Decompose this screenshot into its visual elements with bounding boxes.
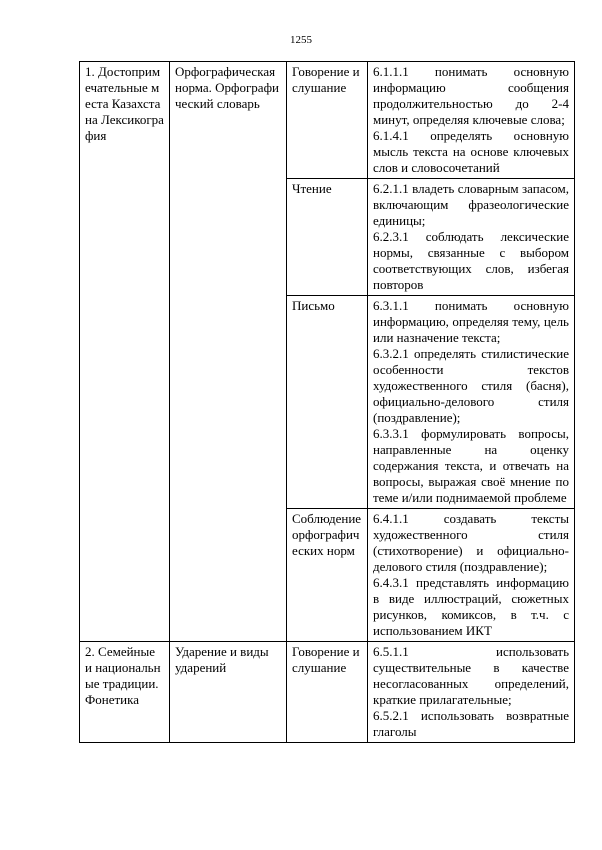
topic-cell: Орфографическая норма. Орфографический словарь (170, 62, 287, 642)
section-title-cell: 1. Достопримечательные места Казахстана Лексикография (80, 62, 170, 642)
skill-cell: Говорение и слушание (287, 62, 368, 179)
objectives-cell (368, 179, 575, 296)
objective-item: 6.1.1.1 понимать основную информацию сообщения продолжительностью до 2-4 минут, определяя ключевые слова; (373, 64, 569, 127)
page-number: 1255 (290, 34, 312, 46)
objective-item: 6.5.1.1 использовать существительные в качестве несогласованных определений, краткие прилагательные; (373, 644, 569, 707)
objectives-cell (368, 642, 575, 743)
objective-item: 6.3.1.1 понимать основную информацию, определяя тему, цель или назначение текста; (373, 298, 569, 345)
table-row (80, 642, 575, 743)
objective-item: 6.5.2.1 использовать возвратные глаголы (373, 708, 569, 739)
objectives-cell (368, 509, 575, 642)
objectives-cell (368, 296, 575, 509)
skill-cell: Соблюдение орфографических норм (287, 509, 368, 642)
table-row (80, 62, 575, 179)
skill-cell: Письмо (287, 296, 368, 509)
skill-cell: Чтение (287, 179, 368, 296)
objective-item: 6.3.3.1 формулировать вопросы, направленные на оценку содержания текста, и отвечать на вопросы, выражая своё мнение по теме и/или поднимаемой проблеме (373, 426, 569, 505)
objective-item: 6.4.3.1 представлять информацию в виде иллюстраций, сюжетных рисунков, комиксов, в т.ч. с использованием ИКТ (373, 575, 569, 638)
curriculum-table (79, 61, 575, 743)
topic-cell: Ударение и виды ударений (170, 642, 287, 743)
objective-item: 6.2.3.1 соблюдать лексические нормы, связанные с выбором соответствующих слов, избегая повторов (373, 229, 569, 292)
objective-item: 6.3.2.1 определять стилистические особенности текстов художественного стиля (басня), официально-делового стиля (поздравление); (373, 346, 569, 425)
section-title-cell: 2. Семейные и национальные традиции. Фонетика (80, 642, 170, 743)
objective-item: 6.4.1.1 создавать тексты художественного стиля (стихотворение) и официально-делового стиля (поздравление); (373, 511, 569, 574)
skill-cell: Говорение и слушание (287, 642, 368, 743)
objective-item: 6.2.1.1 владеть словарным запасом, включающим фразеологические единицы; (373, 181, 569, 228)
objectives-cell (368, 62, 575, 179)
objective-item: 6.1.4.1 определять основную мысль текста на основе ключевых слов и словосочетаний (373, 128, 569, 175)
